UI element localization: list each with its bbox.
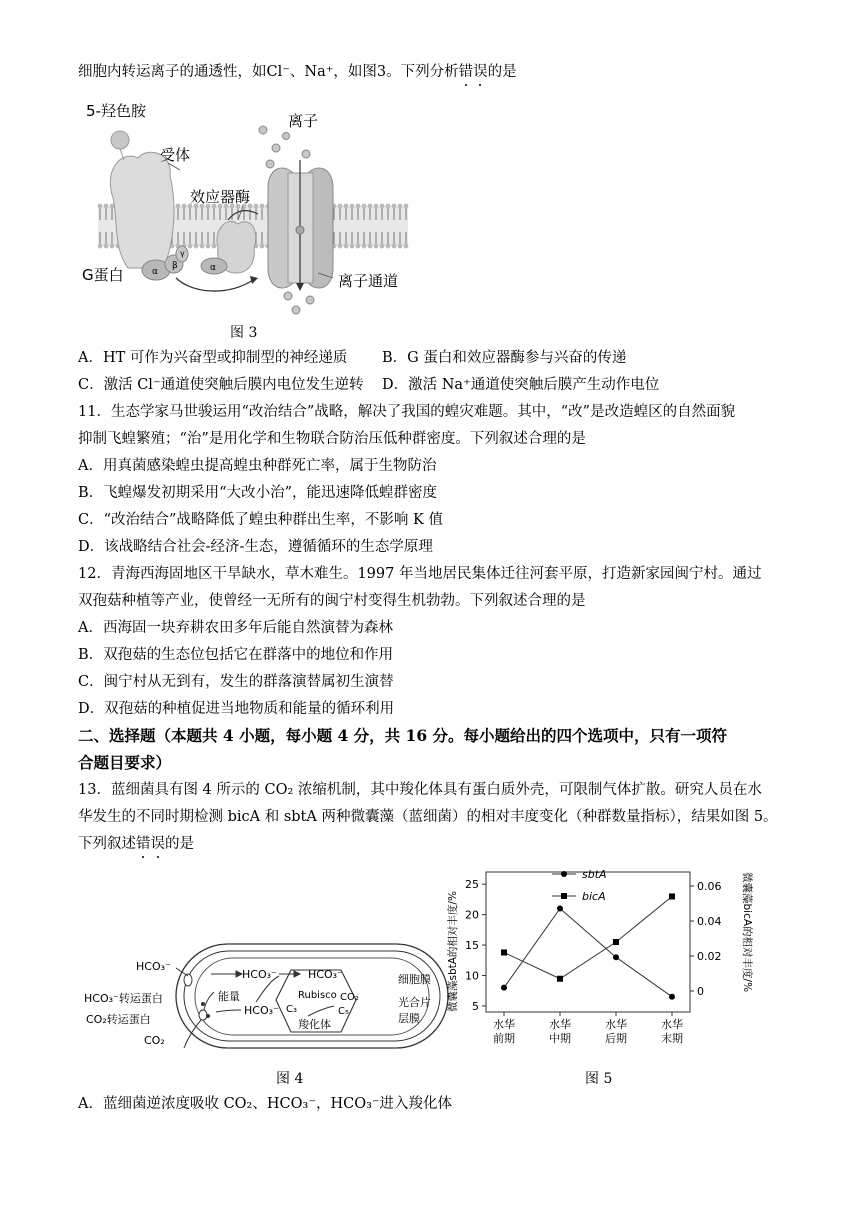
q11-option-d: D．该战略结合社会-经济-生态，遵循循环的生态学原理 — [78, 539, 433, 555]
question-10-stem-continuation: 细胞内转运离子的通透性，如Cl⁻、Na⁺，如图3。下列分析错误的是 — [78, 64, 517, 80]
y-axis-title-right: 微囊藻bicA的相对丰度/% — [741, 872, 753, 993]
legend-marker — [561, 871, 567, 877]
label-co2-transporter: CO₂转运蛋白 — [86, 1013, 151, 1026]
serotonin-molecule — [111, 131, 129, 149]
emphasis-char: 错 — [136, 836, 151, 852]
figure-5-caption: 图 5 — [585, 1071, 613, 1087]
receptor-shape — [110, 152, 174, 268]
label-hco3-transporter: HCO₃⁻转运蛋白 — [84, 992, 163, 1005]
emphasis-char: 误 — [473, 64, 488, 80]
label-effector-enzyme: 效应器酶 — [190, 188, 251, 206]
q11-option-c: C．“改治结合”战略降低了蝗虫种群出生率，不影响 K 值 — [78, 512, 443, 528]
data-point-bicA — [557, 976, 563, 982]
q10-option-a: A．HT 可作为兴奋型或抑制型的神经递质 — [78, 350, 348, 366]
label-ion: 离子 — [288, 112, 319, 130]
q11-stem-line-2: 抑制飞蝗繁殖；“治”是用化学和生物联合防治压低种群密度。下列叙述合理的是 — [78, 431, 586, 447]
x-tick-label: 水华 — [549, 1018, 571, 1031]
x-tick-label: 后期 — [605, 1032, 627, 1045]
legend-label: bicA — [582, 890, 606, 903]
x-tick-label: 水华 — [605, 1018, 627, 1031]
data-point-sbtA — [669, 994, 675, 1000]
series-line-bicA — [504, 897, 672, 979]
left-tick-label: 25 — [465, 878, 479, 892]
left-tick-label: 5 — [472, 999, 479, 1013]
data-point-bicA — [501, 950, 507, 956]
data-point-bicA — [669, 894, 675, 900]
label-alpha: α — [152, 267, 158, 277]
q13-option-a: A．蓝细菌逆浓度吸收 CO₂、HCO₃⁻，HCO₃⁻进入羧化体 — [78, 1096, 453, 1112]
q12-stem-line-1: 12．青海西海固地区干旱缺水，草木难生。1997 年当地居民集体迁往河套平原，打造新家园闽宁村。通过 — [78, 566, 762, 582]
data-point-sbtA — [501, 985, 507, 991]
data-point-sbtA — [557, 906, 563, 912]
label-c5: C₅ — [338, 1006, 349, 1017]
label-energy: 能量 — [218, 990, 240, 1003]
label-hco3-outside: HCO₃⁻ — [136, 960, 171, 973]
right-tick-label: 0 — [697, 985, 704, 998]
q10-option-d: D．激活 Na⁺通道使突触后膜产生动作电位 — [382, 377, 660, 393]
figure-5-relative-abundance-chart — [440, 862, 760, 1062]
label-co2-inner: CO₂ — [340, 992, 359, 1003]
q13-stem-line-2: 华发生的不同时期检测 bicA 和 sbtA 两种微囊藻（蓝细菌）的相对丰度变化（种群数量指标），结果如图 5。 — [78, 809, 778, 825]
left-tick-label: 15 — [465, 939, 479, 953]
data-point-sbtA — [613, 954, 619, 960]
label-rubisco: Rubisco — [298, 990, 337, 1001]
left-tick-label: 20 — [465, 908, 479, 922]
q13-stem-line-1: 13．蓝细菌具有图 4 所示的 CO₂ 浓缩机制，其中羧化体具有蛋白质外壳，可限制气体扩散。研究人员在水 — [78, 782, 762, 798]
label-hco3-inner: HCO₃⁻ — [244, 1004, 279, 1017]
section-2-heading-line-2: 合题目要求） — [78, 753, 172, 772]
label-thylakoid-2: 层膜 — [398, 1012, 420, 1025]
q13-stem-line-3: 下列叙述错误的是 — [78, 836, 194, 852]
label-receptor: 受体 — [160, 146, 191, 164]
y-axis-title-left: 微囊藻sbtA的相对丰度/% — [447, 891, 459, 1012]
section-2-heading-line-1: 二、选择题（本题共 4 小题，每小题 4 分，共 16 分。每小题给出的四个选项中，只有一项符 — [78, 726, 728, 745]
x-tick-label: 中期 — [549, 1032, 571, 1045]
right-tick-label: 0.02 — [697, 950, 722, 963]
label-hco3-cytoplasm: HCO₃⁻ — [242, 968, 277, 981]
right-tick-label: 0.06 — [697, 880, 722, 893]
q12-option-b: B．双孢菇的生态位包括它在群落中的地位和作用 — [78, 647, 394, 663]
q12-option-d: D．双孢菇的种植促进当地物质和能量的循环利用 — [78, 701, 395, 717]
legend-marker — [561, 893, 567, 899]
emphasis-char: 误 — [150, 836, 165, 852]
q12-option-c: C．闽宁村从无到有，发生的群落演替属初生演替 — [78, 674, 394, 690]
figure-3-caption: 图 3 — [230, 325, 258, 341]
q11-option-a: A．用真菌感染蝗虫提高蝗虫种群死亡率，属于生物防治 — [78, 458, 437, 474]
q10-option-b: B．G 蛋白和效应器酶参与兴奋的传递 — [382, 350, 627, 366]
q11-option-b: B．飞蝗爆发初期采用“大改小治”，能迅速降低蝗群密度 — [78, 485, 437, 501]
label-c3: C₃ — [286, 1004, 297, 1015]
label-ion-channel: 离子通道 — [338, 272, 399, 290]
label-serotonin: 5-羟色胺 — [86, 102, 146, 120]
legend-label: sbtA — [582, 868, 607, 881]
left-tick-label: 10 — [465, 969, 479, 983]
emphasis-char: 错 — [458, 64, 474, 80]
x-tick-label: 水华 — [661, 1018, 683, 1031]
right-tick-label: 0.04 — [697, 915, 722, 928]
q10-option-c: C．激活 Cl⁻通道使突触后膜内电位发生逆转 — [78, 377, 364, 393]
label-carboxysome: 羧化体 — [298, 1018, 331, 1031]
figure-4-co2-concentration-mechanism — [76, 930, 456, 1055]
label-cell-membrane: 细胞膜 — [398, 973, 431, 986]
label-thylakoid-1: 光合片 — [398, 996, 431, 1009]
label-co2-outside: CO₂ — [144, 1034, 165, 1047]
q12-stem-line-2: 双孢菇种植等产业，使曾经一无所有的闽宁村变得生机勃勃。下列叙述合理的是 — [78, 593, 586, 609]
figure-4-caption: 图 4 — [276, 1071, 304, 1087]
figure-3-serotonin-receptor — [78, 98, 418, 323]
series-line-sbtA — [504, 909, 672, 997]
label-gamma: γ — [180, 249, 185, 258]
label-g-protein: G蛋白 — [82, 266, 124, 284]
x-tick-label: 前期 — [493, 1032, 515, 1045]
x-tick-label: 水华 — [493, 1018, 515, 1031]
x-tick-label: 末期 — [661, 1032, 683, 1045]
label-beta: β — [172, 261, 178, 271]
data-point-bicA — [613, 939, 619, 945]
label-hco3-carboxysome: HCO₃⁻ — [308, 968, 343, 981]
label-alpha-2: α — [210, 263, 216, 273]
q11-stem-line-1: 11．生态学家马世骏运用“改治结合”战略，解决了我国的蝗灾难题。其中，“改”是改造蝗区的自然面貌 — [78, 404, 736, 420]
q12-option-a: A．西海固一块弃耕农田多年后能自然演替为森林 — [78, 620, 393, 636]
